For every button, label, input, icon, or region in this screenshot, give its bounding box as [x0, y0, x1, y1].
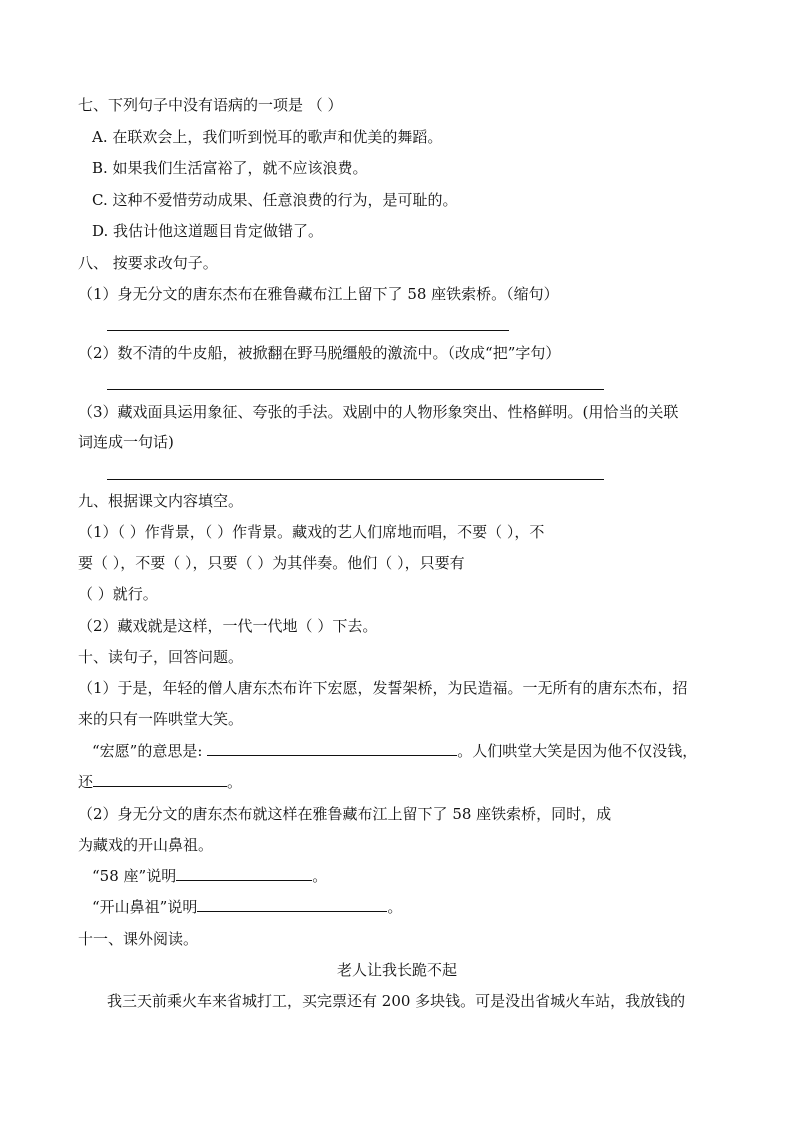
q10-bizu-question [92, 897, 402, 917]
q10-heading: 十、读句子，回答问题。 [78, 648, 244, 666]
q8-answer-line-2[interactable] [107, 389, 604, 390]
q7-option-c: C. 这种不爱惜劳动成果、任意浪费的行为，是可耻的。 [92, 191, 458, 209]
q11-article-title: 老人让我长跪不起 [336, 961, 457, 979]
q10-hongyuan-question [92, 741, 697, 761]
q8-heading: 八、 按要求改句子。 [78, 254, 218, 272]
q10-hai-suffix: 。 [227, 773, 243, 791]
q10-bizu-suffix: 。 [387, 898, 403, 916]
q10-hai-prefix: 还 [78, 773, 94, 791]
q10-bizu-blank[interactable] [197, 897, 387, 912]
q7-option-b: B. 如果我们生活富裕了，就不应该浪费。 [92, 159, 368, 177]
q9-line-2: 要（ ），不要（ ），只要（ ）为其伴奏。他们（ ），只要有 [78, 554, 465, 572]
q10-passage-1-line-2: 来的只有一阵哄堂大笑。 [78, 710, 244, 728]
q7-option-d: D. 我估计他这道题目肯定做错了。 [92, 222, 324, 240]
q10-hongyuan-prefix: “宏愿”的意思是: [92, 742, 203, 760]
q8-item-3-line-1: （3）藏戏面具运用象征、夸张的手法。戏剧中的人物形象突出、性格鲜明。(用恰当的关联 [78, 403, 679, 421]
q8-item-1: （1）身无分文的唐东杰布在雅鲁藏布江上留下了 58 座铁索桥。（缩句） [78, 285, 559, 303]
q11-heading: 十一、课外阅读。 [78, 930, 199, 948]
q7-option-a: A. 在联欢会上，我们听到悦耳的歌声和优美的舞蹈。 [92, 128, 443, 146]
q9-heading: 九、根据课文内容填空。 [78, 492, 244, 510]
q10-zuo-question [92, 866, 327, 886]
q8-answer-line-1[interactable] [107, 330, 509, 331]
q10-zuo-suffix: 。 [312, 867, 328, 885]
q7-heading: 七、下列句子中没有语病的一项是 （ ） [78, 96, 343, 114]
q8-item-3-line-2: 词连成一句话) [78, 433, 174, 451]
q10-zuo-blank[interactable] [176, 866, 312, 881]
q10-passage-1-line-1: （1）于是，年轻的僧人唐东杰布许下宏愿，发誓架桥，为民造福。一无所有的唐东杰布，招 [78, 679, 688, 697]
q11-paragraph-1: 我三天前乘火车来省城打工，买完票还有 200 多块钱。可是没出省城火车站，我放钱的 [107, 992, 686, 1010]
q10-hai-blank[interactable] [93, 772, 227, 787]
q10-passage-2-line-2: 为藏戏的开山鼻祖。 [78, 836, 214, 854]
q10-zuo-prefix: “58 座”说明 [92, 867, 177, 885]
q9-line-1: （1）（ ）作背景，（ ）作背景。藏戏的艺人们席地而唱，不要（ ），不 [78, 523, 545, 541]
q8-item-2: （2）数不清的牛皮船，被掀翻在野马脱缰般的激流中。（改成“把”字句） [78, 344, 561, 362]
q10-bizu-prefix: “开山鼻祖”说明 [92, 898, 198, 916]
q10-passage-2-line-1: （2）身无分文的唐东杰布就这样在雅鲁藏布江上留下了 58 座铁索桥，同时，成 [78, 805, 612, 823]
q8-answer-line-3[interactable] [107, 479, 604, 480]
q9-line-4: （2）藏戏就是这样，一代一代地（ ）下去。 [78, 617, 378, 635]
q10-hongyuan-blank[interactable] [207, 741, 457, 756]
q9-line-3: （ ）就行。 [78, 585, 158, 603]
q10-hongyuan-suffix: 。人们哄堂大笑是因为他不仅没钱， [457, 742, 698, 760]
q10-hai-question [78, 772, 242, 792]
